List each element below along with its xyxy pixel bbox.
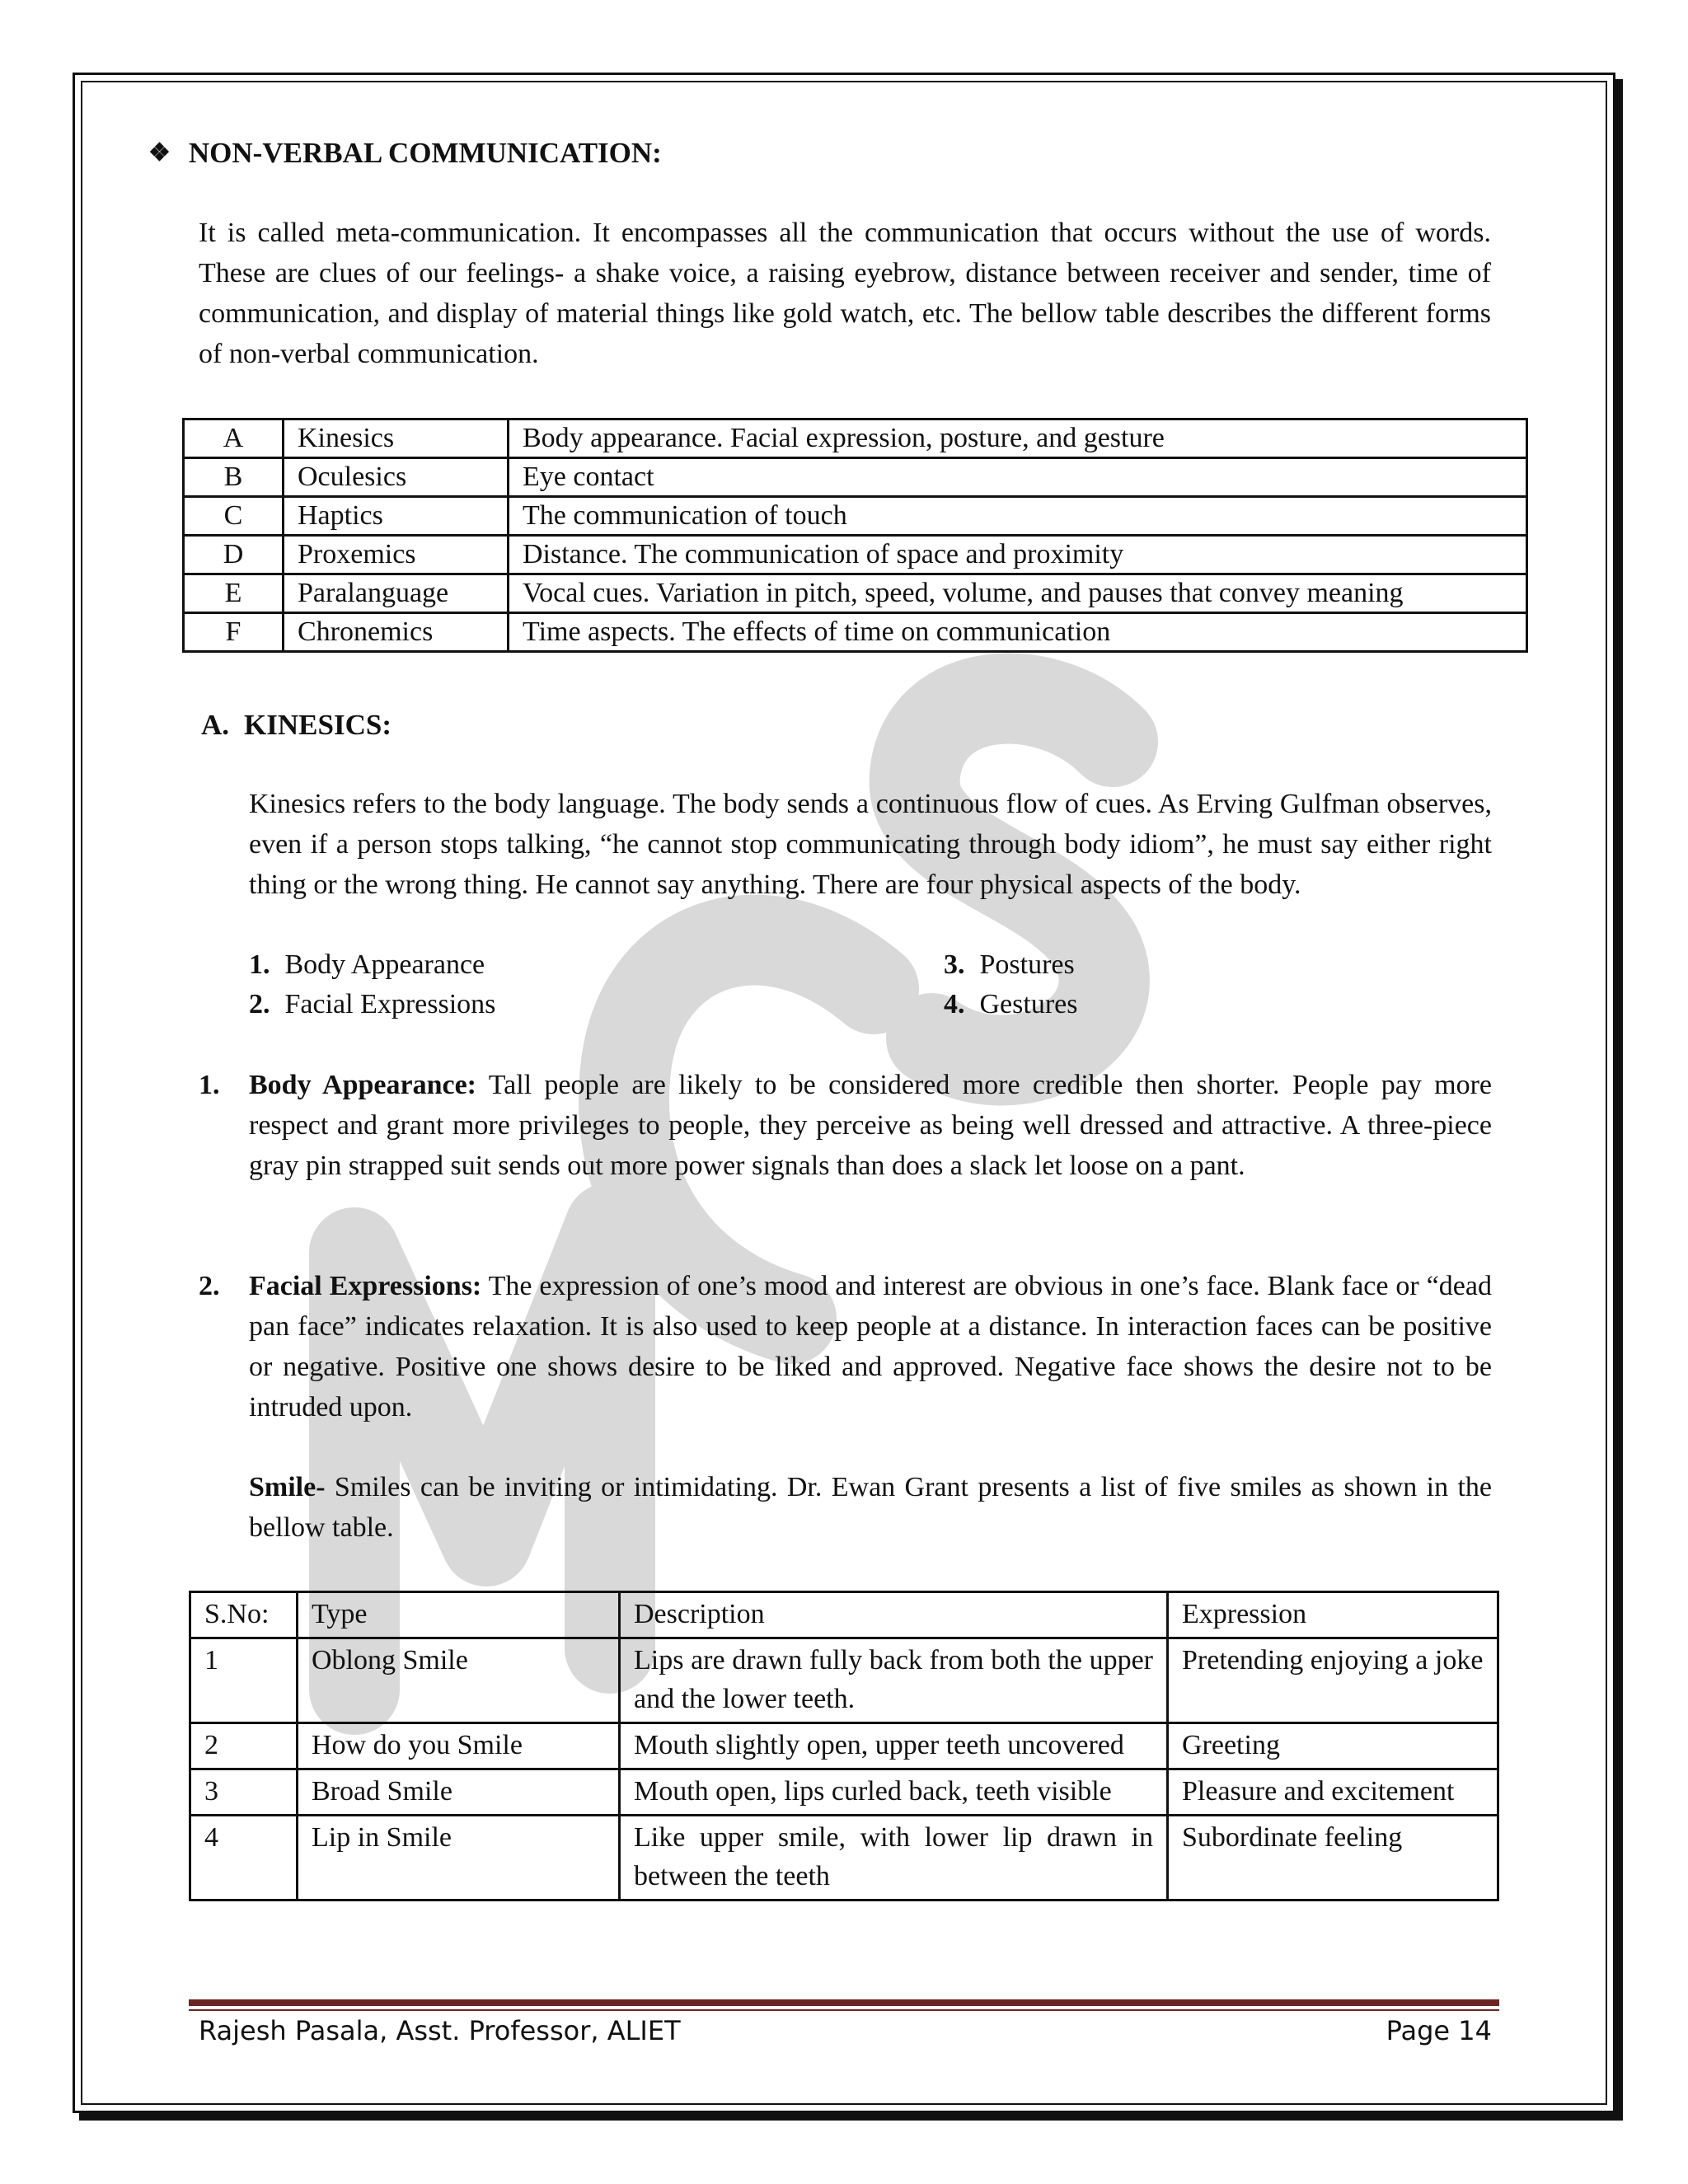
section-title: NON-VERBAL COMMUNICATION: (188, 137, 662, 169)
aspect-label: Postures (979, 949, 1075, 980)
column-header: Expression (1168, 1592, 1498, 1638)
table-row (190, 1638, 1498, 1723)
smile-desc-cell: Mouth open, lips curled back, teeth visible (620, 1769, 1168, 1816)
table-row (184, 497, 1527, 536)
aspect-item-1 (249, 944, 485, 985)
list-number: 1. (199, 1070, 220, 1100)
form-letter-cell: E (184, 574, 284, 613)
aspect-label: Body Appearance (284, 949, 485, 980)
table-row (190, 1816, 1498, 1900)
smile-desc-cell: Mouth slightly open, upper teeth uncovered (620, 1723, 1168, 1769)
smile-expr-cell: Greeting (1168, 1723, 1498, 1769)
column-header: Type (298, 1592, 620, 1638)
list-number: 2. (199, 1271, 220, 1301)
page-border-shadow-right (1615, 79, 1623, 2121)
facial-expressions-number (199, 1266, 220, 1306)
table-row (184, 536, 1527, 574)
form-description-cell: The communication of touch (509, 497, 1527, 536)
smile-no-cell: 2 (190, 1723, 298, 1769)
form-letter-cell: F (184, 613, 284, 652)
column-header: S.No: (190, 1592, 298, 1638)
form-description-cell: Time aspects. The effects of time on communication (509, 613, 1527, 652)
kinesics-heading-number: A. (201, 709, 230, 741)
smile-no-cell: 1 (190, 1638, 298, 1723)
form-letter-cell: C (184, 497, 284, 536)
form-description-cell: Vocal cues. Variation in pitch, speed, volume, and pauses that convey meaning (509, 574, 1527, 613)
smile-type-cell: Oblong Smile (298, 1638, 620, 1723)
form-name-cell: Haptics (284, 497, 509, 536)
body-appearance-text: Tall people are likely to be considered more credible then shorter. People pay more respect and grant more privileges to people, they perceive as being well dressed and attractive. A three-piece gray pin strapped suit sends out more power signals than does a slack let loose on a pant. (249, 1070, 1492, 1181)
aspect-label: Facial Expressions (284, 989, 496, 1019)
aspect-number: 1. (249, 949, 270, 980)
aspect-number: 4. (944, 989, 965, 1019)
smile-expr-cell: Subordinate feeling (1168, 1816, 1498, 1900)
table-row (184, 574, 1527, 613)
facial-expressions-title: Facial Expressions: (249, 1271, 482, 1301)
smile-type-cell: How do you Smile (298, 1723, 620, 1769)
kinesics-paragraph: Kinesics refers to the body language. The body sends a continuous flow of cues. As Erving Gulfman observes, even if a person stops talking, “he cannot stop communicating through body idiom”, he must say either right thing or the wrong thing. He cannot say anything. There are four physical aspects of the body. (249, 789, 1492, 900)
aspect-number: 3. (944, 949, 965, 980)
body-appearance-paragraph (249, 1065, 1492, 1186)
diamond-bullet-icon: ❖ (148, 139, 171, 166)
kinesics-heading (201, 709, 392, 742)
smile-expr-cell: Pretending enjoying a joke (1168, 1638, 1498, 1723)
footer-rule-thin (189, 2009, 1499, 2011)
smiles-table (189, 1591, 1499, 1901)
table-row (190, 1723, 1498, 1769)
form-letter-cell: A (184, 419, 284, 458)
body-appearance-title: Body Appearance: (249, 1070, 476, 1100)
smile-text: Smiles can be inviting or intimidating. Dr. Ewan Grant presents a list of five smiles as shown in the bellow table. (249, 1472, 1492, 1543)
footer-page-number: Page 14 (1386, 2015, 1492, 2046)
aspect-item-4 (944, 984, 1077, 1024)
form-name-cell: Proxemics (284, 536, 509, 574)
smile-expr-cell: Pleasure and excitement (1168, 1769, 1498, 1816)
body-appearance-number (199, 1065, 220, 1105)
aspect-item-3 (944, 944, 1075, 985)
kinesics-heading-title: KINESICS: (244, 709, 392, 741)
nonverbal-forms-table (182, 418, 1528, 653)
table-row (184, 419, 1527, 458)
table-header-row (190, 1592, 1498, 1638)
smile-type-cell: Lip in Smile (298, 1816, 620, 1900)
form-name-cell: Chronemics (284, 613, 509, 652)
form-letter-cell: B (184, 458, 284, 497)
smile-paragraph (249, 1467, 1492, 1548)
footer-author: Rajesh Pasala, Asst. Professor, ALIET (199, 2015, 681, 2046)
table-row (184, 613, 1527, 652)
section-heading (148, 137, 662, 170)
smile-title: Smile- (249, 1472, 326, 1502)
table-row (184, 458, 1527, 497)
table-row (190, 1769, 1498, 1816)
footer-rule-thick (189, 1999, 1499, 2006)
intro-paragraph: It is called meta-communication. It encompasses all the communication that occurs without the use of words. These are clues of our feelings- a shake voice, a raising eyebrow, distance between receiver and sender, time of communication, and display of material things like gold watch, etc. The bellow table describes the different forms of non-verbal communication. (199, 218, 1491, 369)
smile-desc-cell: Like upper smile, with lower lip drawn in between the teeth (620, 1816, 1168, 1900)
aspect-number: 2. (249, 989, 270, 1019)
form-name-cell: Kinesics (284, 419, 509, 458)
aspect-label: Gestures (979, 989, 1078, 1019)
aspect-item-2 (249, 984, 495, 1024)
form-description-cell: Eye contact (509, 458, 1527, 497)
smile-no-cell: 3 (190, 1769, 298, 1816)
form-letter-cell: D (184, 536, 284, 574)
form-name-cell: Oculesics (284, 458, 509, 497)
smile-type-cell: Broad Smile (298, 1769, 620, 1816)
smile-no-cell: 4 (190, 1816, 298, 1900)
page-border-shadow-bottom (79, 2113, 1623, 2121)
facial-expressions-text: The expression of one’s mood and interest are obvious in one’s face. Blank face or “dead pan face” indicates relaxation. It is also used to keep people at a distance. In interaction faces can be positive or negative. Positive one shows desire to be liked and approved. Negative face shows the desire not to be intruded upon. (249, 1271, 1492, 1422)
facial-expressions-paragraph (249, 1266, 1492, 1427)
smile-desc-cell: Lips are drawn fully back from both the upper and the lower teeth. (620, 1638, 1168, 1723)
column-header: Description (620, 1592, 1168, 1638)
form-description-cell: Distance. The communication of space and proximity (509, 536, 1527, 574)
form-description-cell: Body appearance. Facial expression, posture, and gesture (509, 419, 1527, 458)
form-name-cell: Paralanguage (284, 574, 509, 613)
